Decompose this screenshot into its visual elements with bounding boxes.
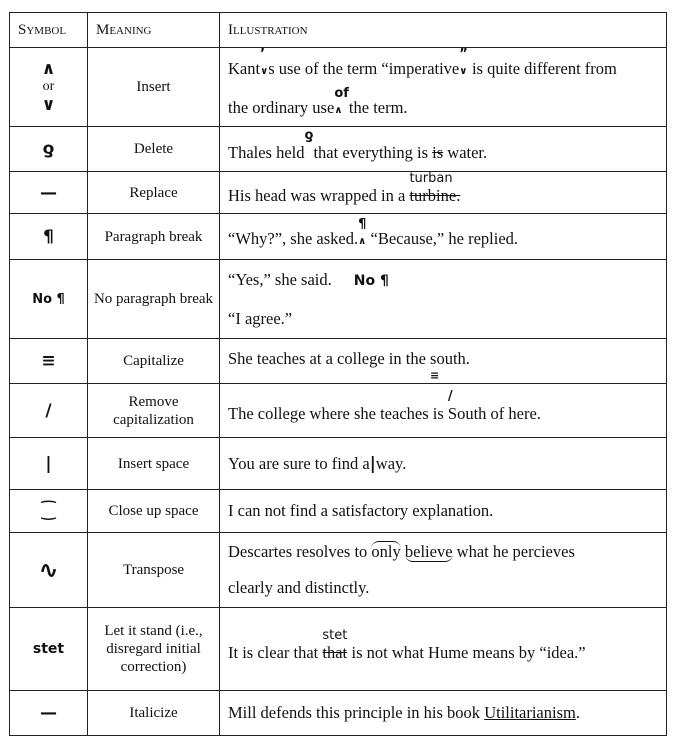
replacement-text: turban: [409, 171, 453, 186]
mark: of: [334, 86, 349, 101]
row-delete: [10, 127, 667, 172]
row-transpose: [10, 533, 667, 608]
text: South of here.: [447, 404, 541, 423]
capitalize-mark: ≡: [430, 368, 440, 382]
text: way.: [375, 453, 407, 473]
text: south.: [430, 348, 470, 368]
meaning: Transpose: [88, 533, 220, 608]
lowercase-mark: /: [447, 389, 453, 404]
row-insert-space: [10, 438, 667, 490]
pilcrow-icon: ¶: [10, 214, 88, 260]
paragraph-mark: [358, 218, 366, 251]
struck-text: that: [322, 642, 348, 662]
text: clearly and distinctly.: [228, 578, 370, 597]
space-mark: |: [369, 453, 376, 473]
row-remove-capitalization: [10, 384, 667, 438]
text: She teaches at a college in the: [228, 348, 426, 368]
quote-mark: [459, 48, 468, 81]
meaning: Let it stand (i.e., disregard initial correction): [88, 608, 220, 691]
text: only: [371, 542, 401, 561]
struck-text: is: [432, 142, 444, 162]
text: It is clear that: [228, 642, 319, 662]
meaning: Capitalize: [88, 339, 220, 384]
text: is not what Hume means by “idea.”: [351, 642, 586, 662]
row-italicize: [10, 691, 667, 736]
slash-icon: /: [10, 384, 88, 438]
text: what he perc: [456, 542, 541, 561]
stet-mark: stet: [322, 627, 348, 643]
illustration: [220, 608, 667, 691]
insert-symbol: [10, 48, 88, 127]
meaning: Italicize: [88, 691, 220, 736]
or-label: or: [42, 79, 55, 94]
text: ie: [540, 542, 553, 561]
no-paragraph-mark: No ¶: [353, 272, 389, 289]
replace-icon: —: [10, 172, 88, 214]
illustration: [220, 172, 667, 214]
caret-down-icon: ∨: [260, 66, 269, 77]
text: s use of the term “imperative: [268, 59, 460, 78]
meaning: Remove capitalization: [88, 384, 220, 438]
caret-down-icon: ∨: [459, 66, 468, 77]
text: .: [575, 703, 580, 722]
header-meaning: Meaning: [88, 13, 220, 48]
replace-mark: [409, 172, 460, 205]
text: “Because,” he replied.: [370, 228, 519, 248]
caret-down-icon: ∨: [41, 95, 56, 115]
illustration: [220, 339, 667, 384]
text: believe: [404, 542, 453, 561]
text: Thales held: [228, 142, 305, 162]
insert-of-mark: [334, 87, 349, 120]
row-stet: [10, 608, 667, 691]
illustration: [220, 438, 667, 490]
illustration: [220, 48, 667, 127]
proofreading-marks-table: [9, 12, 667, 736]
meaning: Insert: [88, 48, 220, 127]
text: I can: [228, 501, 261, 520]
header-symbol: Symbol: [10, 13, 88, 48]
text: “Yes,” she said.: [228, 269, 332, 289]
delete-icon: ƍ: [10, 127, 88, 172]
row-replace: [10, 172, 667, 214]
caret-up-icon: ∧: [334, 105, 343, 116]
text: “I agree.”: [228, 308, 293, 328]
text: Kant: [228, 59, 261, 78]
triple-underline-icon: ≡: [10, 339, 88, 384]
mark: ’: [260, 47, 266, 62]
text: “Why?”, she asked.: [228, 228, 359, 248]
row-capitalize: [10, 339, 667, 384]
apostrophe-mark: [260, 48, 268, 81]
text: not find a satisfactory explanation.: [264, 501, 494, 520]
row-insert: [10, 48, 667, 127]
text: that everything is: [313, 142, 429, 162]
pilcrow-icon: ¶: [358, 216, 367, 232]
illustration: [220, 384, 667, 438]
row-no-paragraph-break: [10, 260, 667, 339]
meaning: Delete: [88, 127, 220, 172]
row-close-up-space: [10, 490, 667, 533]
meaning: Close up space: [88, 490, 220, 533]
underlined-text: Utilitarianism: [484, 703, 576, 722]
meaning: Paragraph break: [88, 214, 220, 260]
text: ves: [552, 542, 575, 561]
illustration: [220, 214, 667, 260]
struck-text: turbine.: [409, 186, 461, 205]
delete-icon: ƍ: [304, 127, 314, 143]
illustration: [220, 127, 667, 172]
caret-up-icon: ∧: [41, 59, 56, 79]
transpose-icon: ∿: [10, 533, 88, 608]
illustration: [220, 490, 667, 533]
text: You are sure to find a: [228, 453, 370, 473]
header-illustration: Illustration: [220, 13, 667, 48]
caret-up-icon: ∧: [358, 235, 367, 247]
meaning: Replace: [88, 172, 220, 214]
text: The college where she teaches is: [228, 404, 444, 423]
illustration: [220, 533, 667, 608]
text: Mill defends this principle in his book: [228, 703, 481, 722]
text: is quite different from: [471, 59, 617, 78]
row-paragraph-break: [10, 214, 667, 260]
meaning: No paragraph break: [88, 260, 220, 339]
vertical-bar-icon: |: [10, 438, 88, 490]
illustration: [220, 260, 667, 339]
close-up-icon: ⁐: [10, 490, 88, 533]
stet-icon: stet: [10, 608, 88, 691]
no-paragraph-icon: No ¶: [10, 260, 88, 339]
mark: ”: [459, 47, 468, 62]
illustration: [220, 691, 667, 736]
text: water.: [447, 142, 488, 162]
text: His head was wrapped in a: [228, 186, 406, 205]
underline-icon: —: [10, 691, 88, 736]
text: Descartes resolves to: [228, 542, 368, 561]
text: the ordinary use: [228, 98, 335, 117]
header-row: [10, 13, 667, 48]
text: the term.: [348, 98, 408, 117]
meaning: Insert space: [88, 438, 220, 490]
